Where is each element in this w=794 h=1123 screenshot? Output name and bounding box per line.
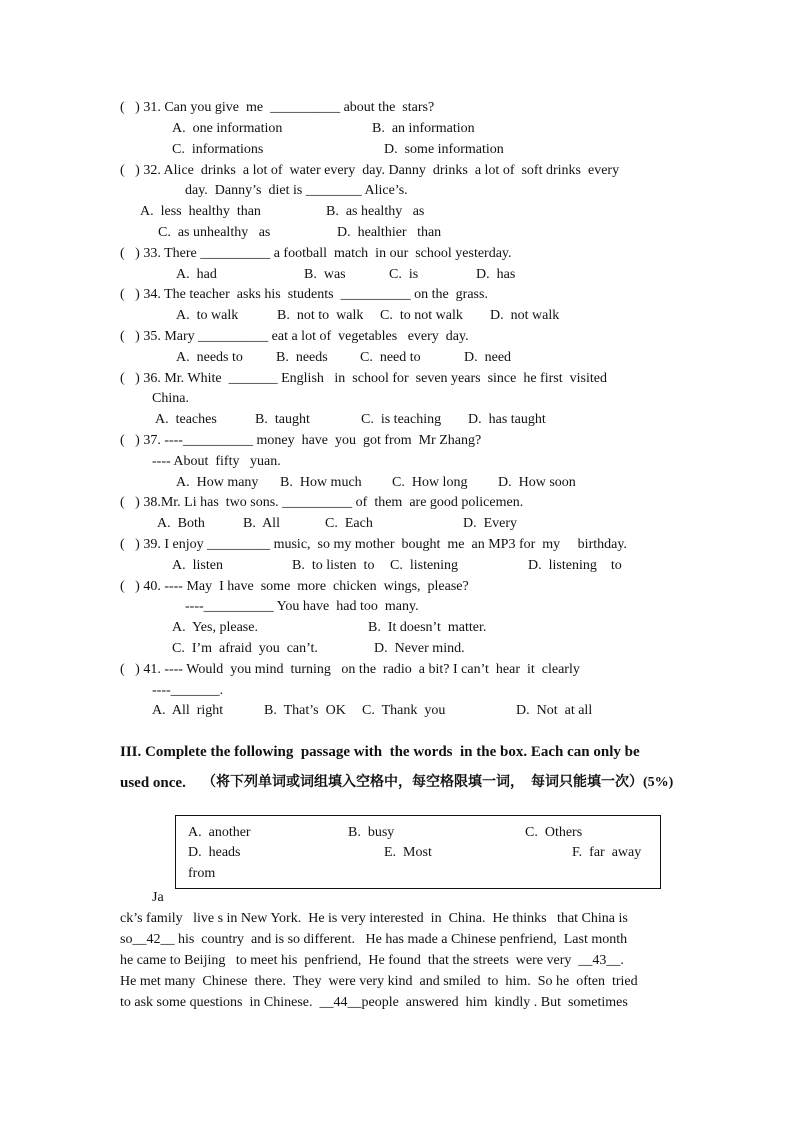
q33-option-d: D. has xyxy=(476,267,516,282)
q40-option-c: C. I’m afraid you can’t. xyxy=(172,641,318,656)
passage-line-2: ck’s family live s in New York. He is very interested in China. He thinks that China is xyxy=(120,911,628,926)
q35-option-c: C. need to xyxy=(360,350,421,365)
q38-option-d: D. Every xyxy=(463,516,518,531)
question-35-stem: ( ) 35. Mary __________ eat a lot of vegetables every day. xyxy=(120,329,469,344)
q33-option-a: A. had xyxy=(176,267,217,282)
question-33-stem: ( ) 33. There __________ a football match in our school yesterday. xyxy=(120,246,512,261)
word-box-item-c: C. Others xyxy=(525,825,583,840)
q34-option-b: B. not to walk xyxy=(277,308,364,323)
q34-option-a: A. to walk xyxy=(176,308,239,323)
passage-line-5: He met many Chinese there. They were very kind and smiled to him. So he often tried xyxy=(120,974,638,989)
q39-option-c: C. listening xyxy=(390,558,459,573)
word-box-item-d: D. heads xyxy=(188,845,241,860)
q31-option-d: D. some information xyxy=(384,142,504,157)
word-box-item-f-cont: from xyxy=(188,866,216,881)
section-3-heading-cont: used once. xyxy=(120,775,186,791)
q32-option-b: B. as healthy as xyxy=(326,204,425,219)
question-39-stem: ( ) 39. I enjoy _________ music, so my mother bought me an MP3 for my birthday. xyxy=(120,537,627,552)
q32-option-c: C. as unhealthy as xyxy=(158,225,271,240)
question-38-stem: ( ) 38.Mr. Li has two sons. __________ of them are good policemen. xyxy=(120,495,524,510)
word-box-item-b: B. busy xyxy=(348,825,395,840)
q31-option-b: B. an information xyxy=(372,121,475,136)
question-36-stem: ( ) 36. Mr. White _______ English in school for seven years since he first visited xyxy=(120,371,607,386)
q39-option-b: B. to listen to xyxy=(292,558,375,573)
question-37-stem: ( ) 37. ----__________ money have you got from Mr Zhang? xyxy=(120,433,482,448)
q40-option-d: D. Never mind. xyxy=(374,641,465,656)
q36-option-a: A. teaches xyxy=(155,412,217,427)
q33-option-b: B. was xyxy=(304,267,346,282)
q37-option-b: B. How much xyxy=(280,475,362,490)
q39-option-d: D. listening to xyxy=(528,558,622,573)
q41-option-a: A. All right xyxy=(152,703,224,718)
passage-line-1: Ja xyxy=(152,890,164,905)
question-32-stem: ( ) 32. Alice drinks a lot of water every day. Danny drinks a lot of soft drinks every xyxy=(120,163,620,178)
q39-option-a: A. listen xyxy=(172,558,223,573)
section-3-instruction-cn: （将下列单词或词组填入空格中，每空格限填一词， 每词只能填一次）(5%) xyxy=(202,775,674,790)
q32-option-a: A. less healthy than xyxy=(140,204,261,219)
question-40-stem-cont: ----__________ You have had too many. xyxy=(185,599,419,614)
q41-option-b: B. That’s OK xyxy=(264,703,346,718)
question-41-stem-cont: ----_______. xyxy=(152,683,224,698)
q31-option-c: C. informations xyxy=(172,142,264,157)
question-41-stem: ( ) 41. ---- Would you mind turning on the radio a bit? I can’t hear it clearly xyxy=(120,662,580,677)
word-box-item-e: E. Most xyxy=(384,845,432,860)
q36-option-b: B. taught xyxy=(255,412,310,427)
q38-option-c: C. Each xyxy=(325,516,373,531)
word-box-item-f: F. far away xyxy=(572,845,642,860)
passage-line-6: to ask some questions in Chinese. __44__people answered him kindly . But sometimes xyxy=(120,995,628,1010)
question-37-stem-cont: ---- About fifty yuan. xyxy=(152,454,281,469)
word-box-item-a: A. another xyxy=(188,825,251,840)
q32-option-d: D. healthier than xyxy=(337,225,442,240)
q34-option-d: D. not walk xyxy=(490,308,560,323)
q37-option-c: C. How long xyxy=(392,475,468,490)
q37-option-d: D. How soon xyxy=(498,475,576,490)
q36-option-c: C. is teaching xyxy=(361,412,442,427)
q40-option-b: B. It doesn’t matter. xyxy=(368,620,487,635)
passage-line-4: he came to Beijing to meet his penfriend, He found that the streets were very __43__. xyxy=(120,953,624,968)
q35-option-b: B. needs xyxy=(276,350,328,365)
question-34-stem: ( ) 34. The teacher asks his students __________ on the grass. xyxy=(120,287,488,302)
q41-option-d: D. Not at all xyxy=(516,703,593,718)
q40-option-a: A. Yes, please. xyxy=(172,620,258,635)
q36-option-d: D. has taught xyxy=(468,412,546,427)
question-32-stem-cont: day. Danny’s diet is ________ Alice’s. xyxy=(185,183,408,198)
q35-option-d: D. need xyxy=(464,350,512,365)
q38-option-b: B. All xyxy=(243,516,280,531)
q38-option-a: A. Both xyxy=(157,516,205,531)
q31-option-a: A. one information xyxy=(172,121,283,136)
question-36-stem-cont: China. xyxy=(152,391,189,406)
question-40-stem: ( ) 40. ---- May I have some more chicken wings, please? xyxy=(120,579,469,594)
q33-option-c: C. is xyxy=(389,267,419,282)
q35-option-a: A. needs to xyxy=(176,350,243,365)
question-31-stem: ( ) 31. Can you give me __________ about the stars? xyxy=(120,100,435,115)
passage-line-3: so__42__ his country and is so different. He has made a Chinese penfriend, Last month xyxy=(120,932,628,947)
q41-option-c: C. Thank you xyxy=(362,703,446,718)
q34-option-c: C. to not walk xyxy=(380,308,463,323)
q37-option-a: A. How many xyxy=(176,475,259,490)
section-3-heading: III. Complete the following passage with the words in the box. Each can only be xyxy=(120,744,640,760)
